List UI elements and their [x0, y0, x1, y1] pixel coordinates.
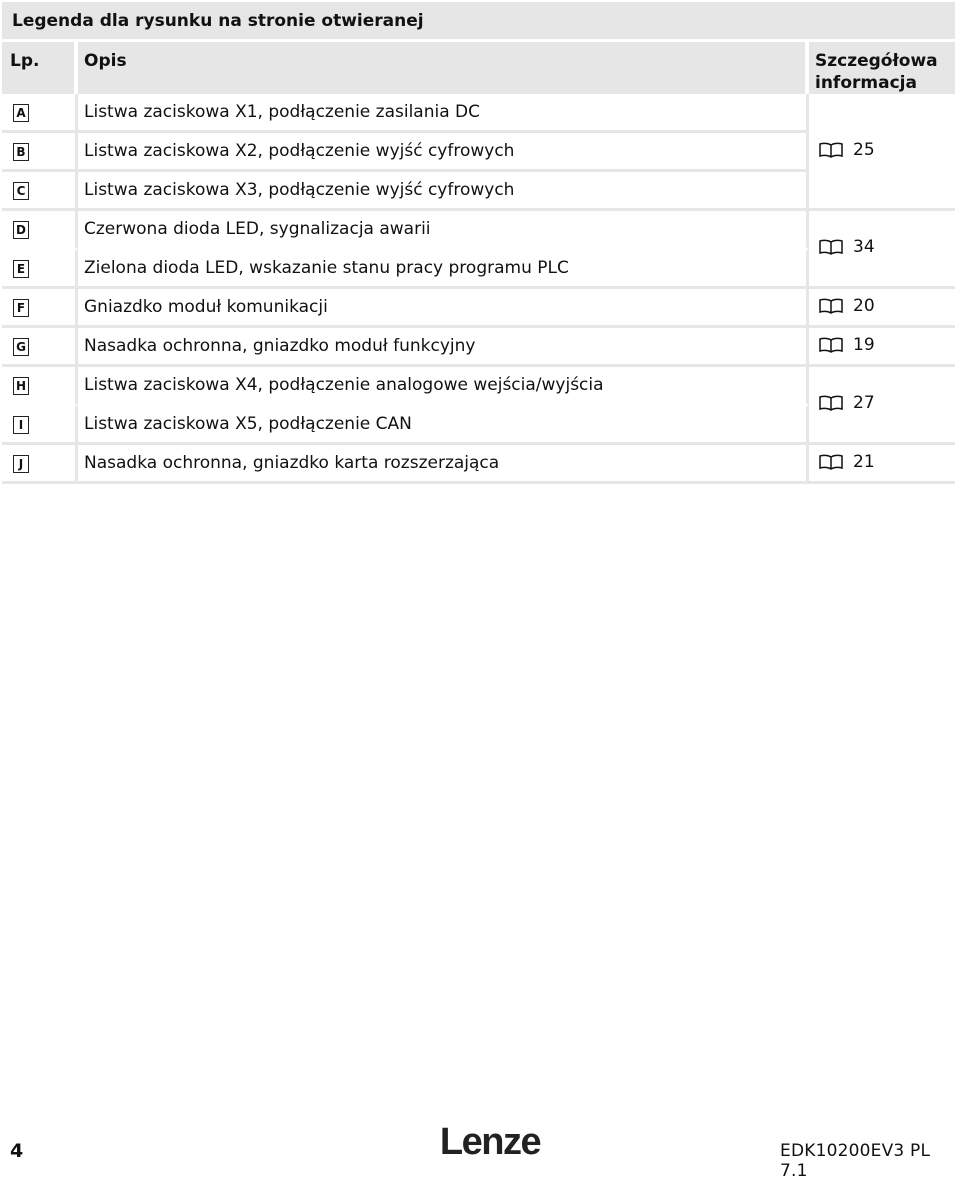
row-letter-badge: A: [13, 104, 29, 122]
row-description: Listwa zaciskowa X2, podłączenie wyjść cyfrowych: [78, 133, 809, 172]
row-description: Listwa zaciskowa X4, podłączenie analogowe wejścia/wyjścia: [78, 367, 809, 406]
page-title: Legenda dla rysunku na stronie otwieranej: [2, 2, 955, 39]
row-description: Listwa zaciskowa X3, podłączenie wyjść cyfrowych: [78, 172, 809, 211]
ref-cell: [809, 211, 955, 289]
header-opis: Opis: [78, 42, 809, 94]
table-row: [2, 445, 955, 484]
book-icon: [819, 337, 843, 353]
lenze-logo: [430, 1118, 550, 1162]
book-icon: [819, 239, 843, 255]
page-reference-number: 21: [853, 451, 875, 472]
row-letter-badge: G: [13, 338, 29, 356]
row-description: Nasadka ochronna, gniazdko moduł funkcyjny: [78, 328, 809, 367]
document-id: EDK10200EV3 PL 7.1: [780, 1141, 931, 1181]
table-row: [2, 289, 955, 328]
page-reference[interactable]: [819, 335, 875, 355]
page-reference-number: 27: [853, 393, 875, 413]
row-description: Gniazdko moduł komunikacji: [78, 289, 809, 328]
row-letter-badge: B: [13, 143, 29, 161]
table-header-row: [2, 42, 955, 94]
page-reference[interactable]: [819, 237, 875, 257]
table-row: [2, 94, 955, 133]
row-letter-badge: H: [13, 377, 29, 395]
ref-cell: [809, 289, 955, 328]
header-info: Szczegółowa informacja: [809, 42, 955, 94]
page-reference[interactable]: [819, 452, 875, 472]
table-row: [2, 328, 955, 367]
book-icon: [819, 142, 843, 158]
page-reference[interactable]: [819, 140, 875, 160]
table-row: [2, 211, 955, 250]
row-description: Czerwona dioda LED, sygnalizacja awarii: [78, 211, 809, 250]
table-row: [2, 367, 955, 406]
row-description: Zielona dioda LED, wskazanie stanu pracy programu PLC: [78, 250, 809, 289]
legend-table: [2, 42, 955, 484]
page-reference[interactable]: [819, 296, 875, 316]
ref-cell: [809, 94, 955, 211]
row-letter-badge: E: [13, 260, 29, 278]
ref-cell: [809, 328, 955, 367]
row-letter-badge: D: [13, 221, 29, 239]
page-reference-number: 34: [853, 237, 875, 257]
row-description: Listwa zaciskowa X5, podłączenie CAN: [78, 406, 809, 445]
page-number: 4: [10, 1140, 24, 1162]
page-reference-number: 19: [853, 334, 875, 355]
row-description: Nasadka ochronna, gniazdko karta rozszerzająca: [78, 445, 809, 484]
book-icon: [819, 454, 843, 470]
book-icon: [819, 298, 843, 314]
page-reference-number: 25: [853, 139, 875, 160]
header-lp: Lp.: [2, 42, 78, 94]
row-letter-badge: F: [13, 299, 29, 317]
row-letter-badge: I: [13, 416, 29, 434]
page-reference[interactable]: [819, 393, 875, 413]
row-description: Listwa zaciskowa X1, podłączenie zasilania DC: [78, 94, 809, 133]
ref-cell: [809, 445, 955, 484]
logo-text: Lenze: [439, 1121, 541, 1162]
page-reference-number: 20: [853, 295, 875, 316]
row-letter-badge: J: [13, 455, 29, 473]
row-letter-badge: C: [13, 182, 29, 200]
ref-cell: [809, 367, 955, 445]
book-icon: [819, 395, 843, 411]
